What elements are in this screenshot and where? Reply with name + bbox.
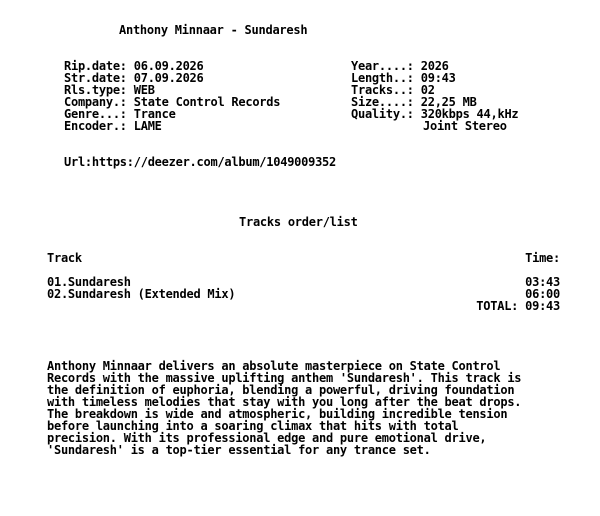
description-line: Anthony Minnaar delivers an absolute masterpiece on State Control	[47, 359, 501, 373]
info-street-date: Str.date: 07.09.2026	[64, 71, 204, 85]
track-name: 01.Sundaresh	[47, 275, 131, 289]
info-release-type: Rls.type: WEB	[64, 83, 155, 97]
tracklist-total: TOTAL: 09:43	[476, 299, 560, 313]
info-tracks: Tracks..: 02	[351, 83, 435, 97]
description-line: the definition of euphoria, blending a powerful, driving foundation	[47, 383, 515, 397]
description-line: precision. With its professional edge and pure emotional drive,	[47, 431, 487, 445]
album-url: Url:https://deezer.com/album/1049009352	[64, 155, 337, 169]
track-time: 06:00	[525, 287, 560, 301]
track-time: 03:43	[525, 275, 560, 289]
track-name: 02.Sundaresh (Extended Mix)	[47, 287, 236, 301]
description-line: 'Sundaresh' is a top-tier essential for any trance set.	[47, 443, 431, 457]
info-rip-date: Rip.date: 06.09.2026	[64, 59, 204, 73]
info-quality: Quality.: 320kbps 44,kHz	[351, 107, 519, 121]
info-size: Size....: 22,25 MB	[351, 95, 477, 109]
info-company: Company.: State Control Records	[64, 95, 281, 109]
description-line: before launching into a soaring climax that hits with total	[47, 419, 459, 433]
info-encoder: Encoder.: LAME	[64, 119, 162, 133]
description-line: Records with the massive uplifting anthem 'Sundaresh'. This track is	[47, 371, 522, 385]
info-length: Length..: 09:43	[351, 71, 456, 85]
tracklist-column-track: Track	[47, 251, 82, 265]
description-line: The breakdown is wide and atmospheric, building incredible tension	[47, 407, 508, 421]
info-year: Year....: 2026	[351, 59, 449, 73]
release-title: Anthony Minnaar - Sundaresh	[119, 23, 308, 37]
tracklist-column-time: Time:	[525, 251, 560, 265]
tracklist-heading: Tracks order/list	[239, 215, 358, 229]
info-genre: Genre...: Trance	[64, 107, 176, 121]
info-stereo-mode: Joint Stereo	[423, 119, 507, 133]
description-line: with timeless melodies that stay with you long after the beat drops.	[47, 395, 522, 409]
